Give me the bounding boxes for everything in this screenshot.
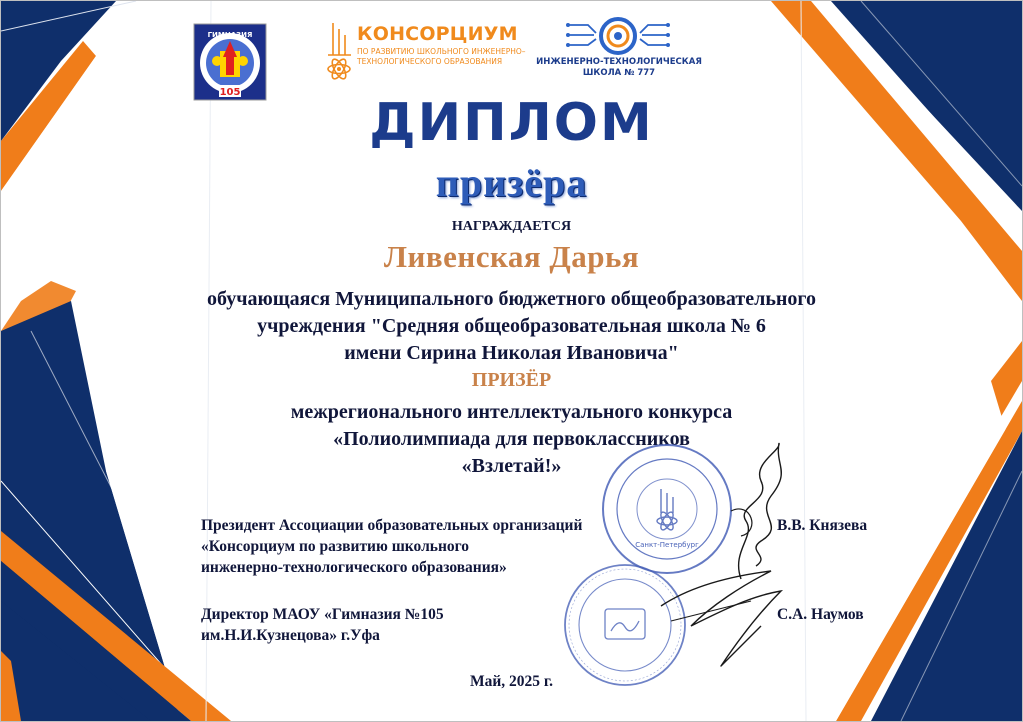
signatory-1-position: инженерно-технологического образования» [201,559,507,576]
signatory-1-position: Президент Ассоциации образовательных организаций [201,517,583,534]
signature-knyazeva [701,441,796,581]
awarded-label: НАГРАЖДАЕТСЯ [451,219,572,234]
institution-line: имени Сирина Николая Ивановича" [344,342,679,364]
signatory-1-position: «Консорциум по развитию школьного [201,538,470,555]
issue-date: Май, 2025 г. [469,673,554,690]
contest-line: «Полиолимпиада для первоклассников [333,428,690,450]
signatory-2-position: Директор МАОУ «Гимназия №105 [201,606,444,623]
consortium-logo-subtitle: ПО РАЗВИТИЮ ШКОЛЬНОГО ИНЖЕНЕРНО–ТЕХНОЛОГИЧЕСКОГО ОБРАЗОВАНИЯ [357,47,526,66]
gymnasium-logo-text: ГИМНАЗИЯ [207,31,253,39]
contest-line: «Взлетай!» [461,455,562,477]
diploma-subtitle: призёра [435,160,588,205]
award-place: ПРИЗЁР [471,369,552,391]
diploma-title: ДИПЛОМ [369,93,654,153]
institution-line: обучающаяся Муниципального бюджетного общеобразовательного [206,288,816,310]
contest-line: межрегионального интеллектуального конкурса [290,401,733,423]
recipient-name: Ливенская Дарья [383,239,640,274]
signatory-1-name: В.В. Князева [777,517,868,534]
gymnasium-logo-number: 105 [219,87,241,98]
signatory-2-name: С.А. Наумов [777,606,864,623]
signatory-2-position: им.Н.И.Кузнецова» г.Уфа [201,627,380,644]
engineering-school-logo [566,15,670,57]
consortium-logo-icon [325,21,355,83]
gymnasium-logo [193,23,267,101]
institution-line: учреждения "Средняя общеобразовательная школа № 6 [257,315,766,337]
consortium-logo-title: КОНСОРЦИУМ [357,23,518,45]
signature-naumov [651,566,791,676]
engineering-school-name: ИНЖЕНЕРНО-ТЕХНОЛОГИЧЕСКАЯ ШКОЛА № 777 [536,57,702,78]
stamp-city-text: Санкт-Петербург [635,541,699,549]
